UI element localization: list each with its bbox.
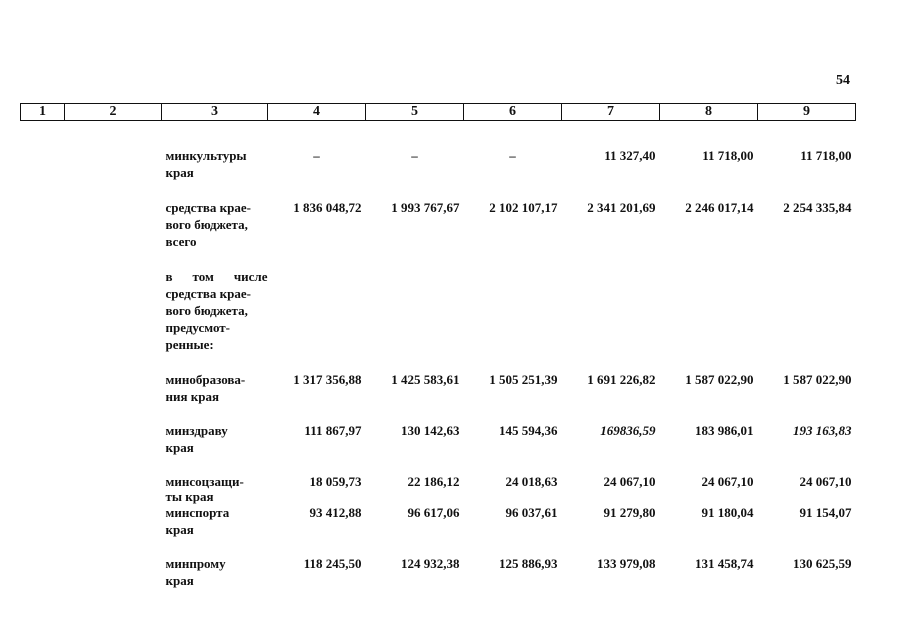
value-cell: 24 067,10	[799, 474, 852, 489]
page-number: 54	[836, 73, 850, 88]
value-cell: –	[411, 148, 418, 163]
value-cell: 93 412,88	[309, 505, 362, 520]
value-cell: 1 505 251,39	[489, 372, 558, 387]
table-row-minzdravu	[21, 405, 856, 456]
row-label	[162, 405, 268, 456]
row-label-line: минспорта	[165, 505, 230, 520]
cell-col1	[21, 538, 65, 589]
row-label	[162, 353, 268, 405]
value-cell: 124 932,38	[401, 556, 460, 571]
value-cell: –	[509, 148, 516, 163]
cell-col2	[65, 181, 162, 250]
value-cell: 24 067,10	[603, 474, 656, 489]
row-label-line: ты края	[165, 489, 214, 504]
cell-col2	[65, 504, 162, 538]
value-cell: 2 341 201,69	[587, 200, 656, 215]
row-label-line: вого бюджета,	[165, 303, 248, 318]
table-row-regional-budget-total	[21, 181, 856, 250]
value-cell	[268, 250, 366, 353]
value-cell: 130 625,59	[793, 556, 852, 571]
value-cell: 18 059,73	[309, 474, 362, 489]
cell-col2	[65, 405, 162, 456]
row-label	[162, 250, 268, 353]
row-label	[162, 456, 268, 504]
column-header-1: 1	[21, 104, 65, 121]
row-label-line: вого бюджета,	[165, 217, 248, 232]
value-cell	[366, 250, 464, 353]
table-row-minsoczashchity	[21, 456, 856, 504]
cell-col1	[21, 405, 65, 456]
row-label-line: предусмот-	[165, 320, 230, 335]
column-number-header-row	[21, 104, 856, 121]
value-cell	[562, 250, 660, 353]
row-label-line: края	[165, 522, 194, 537]
value-cell	[758, 250, 856, 353]
value-cell: 24 018,63	[505, 474, 558, 489]
value-cell: 133 979,08	[597, 556, 656, 571]
value-cell: 2 246 017,14	[685, 200, 754, 215]
value-cell: 11 718,00	[702, 148, 754, 163]
row-label-line: в том числе	[165, 269, 268, 284]
value-cell: 118 245,50	[303, 556, 362, 571]
table-row-minsporta	[21, 504, 856, 538]
value-cell	[464, 250, 562, 353]
row-label-line: всего	[165, 234, 197, 249]
value-cell: 11 718,00	[800, 148, 852, 163]
value-cell: 1 836 048,72	[293, 200, 362, 215]
value-cell: 125 886,93	[499, 556, 558, 571]
value-cell: 1 587 022,90	[783, 372, 852, 387]
row-label	[162, 181, 268, 250]
value-cell: 24 067,10	[701, 474, 754, 489]
row-label-line: минобразова-	[165, 372, 246, 387]
value-cell: 11 327,40	[604, 148, 656, 163]
value-cell: 96 037,61	[505, 505, 558, 520]
column-header-6: 6	[464, 104, 562, 121]
column-header-4: 4	[268, 104, 366, 121]
column-header-8: 8	[660, 104, 758, 121]
cell-col2	[65, 456, 162, 504]
value-cell: 193 163,83	[793, 423, 852, 438]
table-row-minkultury	[21, 121, 856, 182]
value-cell: 111 867,97	[304, 423, 362, 438]
table-row-minobrazovaniya	[21, 353, 856, 405]
value-cell: –	[313, 148, 320, 163]
row-label-line: средства крае-	[165, 200, 251, 215]
row-label	[162, 538, 268, 589]
table-row-including	[21, 250, 856, 353]
row-label-line: минсоцзащи-	[165, 474, 244, 489]
cell-col2	[65, 250, 162, 353]
value-cell: 1 587 022,90	[685, 372, 754, 387]
value-cell: 145 594,36	[499, 423, 558, 438]
value-cell	[660, 250, 758, 353]
value-cell: 183 986,01	[695, 423, 754, 438]
row-label	[162, 504, 268, 538]
column-header-7: 7	[562, 104, 660, 121]
cell-col2	[65, 538, 162, 589]
value-cell: 2 102 107,17	[489, 200, 558, 215]
row-label-line: средства крае-	[165, 286, 251, 301]
table-row-minpromu	[21, 538, 856, 589]
value-cell: 1 993 767,67	[391, 200, 460, 215]
row-label-line: ния края	[165, 389, 220, 404]
cell-col2	[65, 353, 162, 405]
row-label-line: минкультуры	[165, 148, 247, 163]
value-cell: 91 154,07	[799, 505, 852, 520]
column-header-9: 9	[758, 104, 856, 121]
cell-col1	[21, 181, 65, 250]
value-cell: 91 180,04	[701, 505, 754, 520]
cell-col1	[21, 456, 65, 504]
value-cell: 22 186,12	[407, 474, 460, 489]
value-cell: 130 142,63	[401, 423, 460, 438]
budget-table	[20, 103, 856, 589]
row-label-line: минздраву	[165, 423, 228, 438]
row-label-line: минпрому	[165, 556, 226, 571]
value-cell: 91 279,80	[603, 505, 656, 520]
row-label-line: края	[165, 573, 194, 588]
value-cell: 96 617,06	[407, 505, 460, 520]
cell-col1	[21, 353, 65, 405]
row-label-line: ренные:	[165, 337, 214, 352]
value-cell: 1 317 356,88	[293, 372, 362, 387]
column-header-2: 2	[65, 104, 162, 121]
cell-col1	[21, 250, 65, 353]
row-label-line: края	[165, 165, 194, 180]
row-label-line: края	[165, 440, 194, 455]
column-header-3: 3	[162, 104, 268, 121]
value-cell: 1 691 226,82	[587, 372, 656, 387]
value-cell: 131 458,74	[695, 556, 754, 571]
value-cell: 2 254 335,84	[783, 200, 852, 215]
row-label	[162, 121, 268, 182]
column-header-5: 5	[366, 104, 464, 121]
cell-col1	[21, 504, 65, 538]
value-cell: 169836,59	[600, 423, 656, 438]
value-cell: 1 425 583,61	[391, 372, 460, 387]
cell-col2	[65, 121, 162, 182]
cell-col1	[21, 121, 65, 182]
